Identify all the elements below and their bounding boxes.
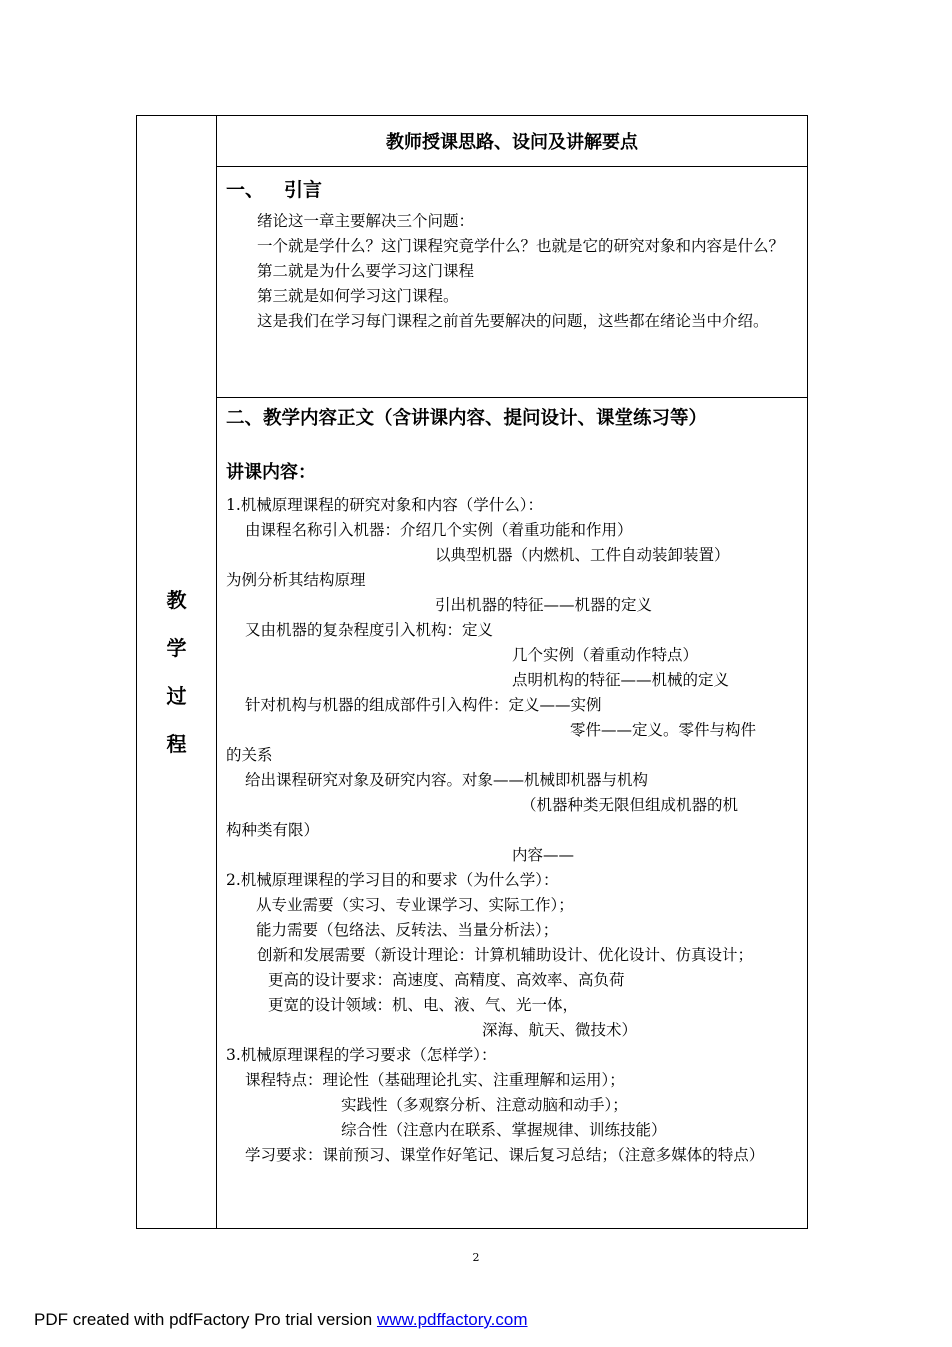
lesson-table	[136, 115, 808, 1229]
side-label-char: 教	[166, 588, 187, 612]
content-line: 内容——	[512, 846, 575, 864]
content-line: 由课程名称引入机器：介绍几个实例（着重功能和作用）	[245, 521, 633, 539]
page-number: 2	[472, 1251, 480, 1264]
content-line: 课程特点：理论性（基础理论扎实、注重理解和运用）；	[245, 1071, 625, 1089]
side-label-char: 过	[166, 684, 187, 708]
content-line: 针对机构与机器的组成部件引入构件：定义——实例	[245, 696, 602, 714]
content-line: 创新和发展需要（新设计理论：计算机辅助设计、优化设计、仿真设计；	[257, 946, 754, 964]
intro-heading	[226, 175, 799, 205]
section-title: 2.机械原理课程的学习目的和要求（为什么学）：	[226, 871, 559, 889]
intro-heading-text: 引言	[284, 179, 323, 201]
content-line: 为例分析其结构原理	[226, 571, 366, 589]
intro-line: 这是我们在学习每门课程之前首先要解决的问题，这些都在绪论当中介绍。	[257, 312, 769, 330]
pdf-footer	[34, 1310, 528, 1330]
footer-link[interactable]: www.pdffactory.com	[376, 1310, 528, 1329]
content-line: 深海、航天、微技术）	[482, 1021, 638, 1039]
content-line: 引出机器的特征——机器的定义	[435, 596, 653, 614]
content-line: 实践性（多观察分析、注意动脑和动手）；	[341, 1096, 628, 1114]
section-title: 3.机械原理课程的学习要求（怎样学）：	[226, 1046, 497, 1064]
content-line: 构种类有限）	[226, 821, 320, 839]
side-label-cell	[137, 116, 217, 1229]
intro-cell	[217, 167, 808, 398]
table-header: 教师授课思路、设问及讲解要点	[386, 132, 638, 153]
side-label-char: 学	[166, 636, 187, 660]
content-line: 学习要求：课前预习、课堂作好笔记、课后复习总结；（注意多媒体的特点）	[245, 1146, 765, 1164]
content-line: 零件——定义。零件与构件	[570, 721, 757, 739]
main-heading: 二、教学内容正文（含讲课内容、提问设计、课堂练习等）	[226, 408, 708, 429]
table-header-cell	[217, 116, 808, 167]
intro-line: 第三就是如何学习这门课程。	[257, 287, 459, 305]
content-line: 能力需要（包络法、反转法、当量分析法）；	[256, 921, 559, 939]
content-line: 给出课程研究对象及研究内容。对象——机械即机器与机构	[245, 771, 649, 789]
section-title: 1.机械原理课程的研究对象和内容（学什么）：	[226, 496, 544, 514]
content-line: （机器种类无限但组成机器的机	[521, 796, 739, 814]
intro-line: 绪论这一章主要解决三个问题：	[257, 212, 475, 230]
content-line: 综合性（注意内在联系、掌握规律、训练技能）	[341, 1121, 667, 1139]
content-line: 更宽的设计领域：机、电、液、气、光一体，	[268, 996, 579, 1014]
content-line: 几个实例（着重动作特点）	[512, 646, 699, 664]
side-label-char: 程	[166, 732, 187, 756]
intro-line: 第二就是为什么要学习这门课程	[257, 262, 475, 280]
content-line: 又由机器的复杂程度引入机构：定义	[245, 621, 494, 639]
footer-text: PDF created with pdfFactory Pro trial version	[34, 1310, 377, 1329]
content-line: 的关系	[226, 746, 273, 764]
content-line: 以典型机器（内燃机、工件自动装卸装置）	[435, 546, 730, 564]
content-line: 从专业需要（实习、专业课学习、实际工作）；	[256, 896, 574, 914]
intro-heading-num: 一、	[226, 179, 265, 201]
intro-line: 一个就是学什么？这门课程究竟学什么？也就是它的研究对象和内容是什么？	[257, 237, 785, 255]
content-line: 点明机构的特征——机械的定义	[512, 671, 730, 689]
main-content-cell	[217, 398, 808, 1229]
lecture-subheading: 讲课内容：	[226, 462, 316, 483]
content-line: 更高的设计要求：高速度、高精度、高效率、高负荷	[268, 971, 625, 989]
